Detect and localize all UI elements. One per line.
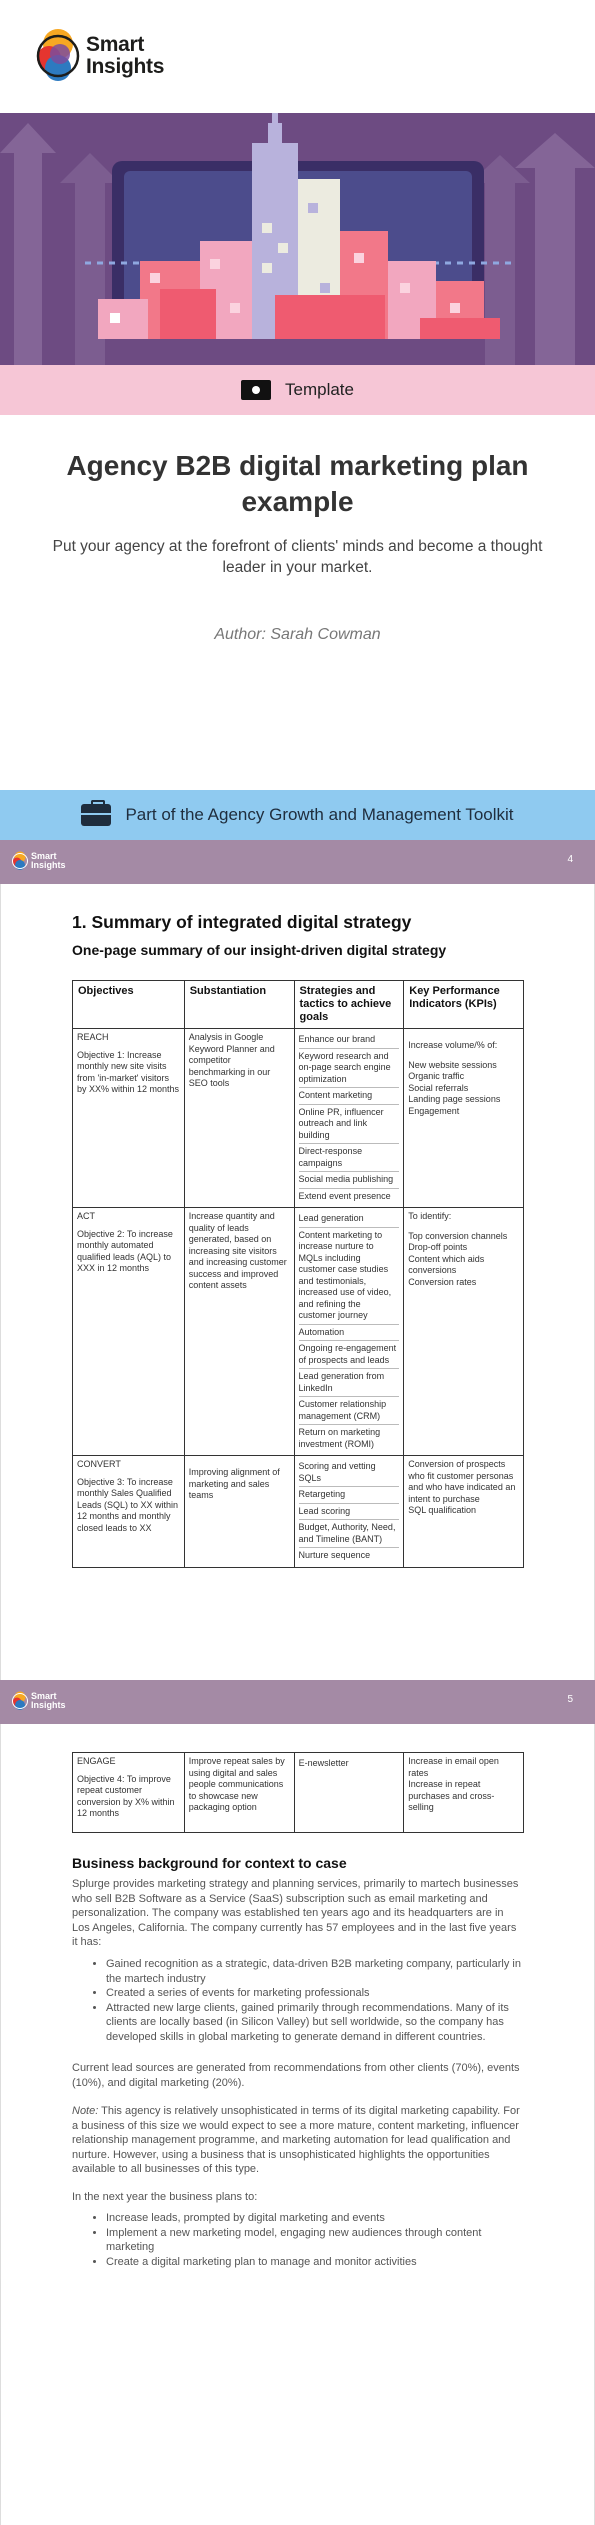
header-kpis: Key Performance Indicators (KPIs) [404,981,524,1029]
page-number: 5 [567,1694,573,1705]
spacer [408,1223,519,1231]
substantiation-cell: Increase quantity and quality of leads generated, based on increasing site visitors and increasing customer success and improved content assets [184,1208,294,1456]
tactic-item: Nurture sequence [298,1550,371,1560]
tactic-item: E-newsletter [298,1758,349,1768]
kpi-item: Conversion of prospects who fit customer personas and who have indicated an intent to purchase [408,1459,516,1504]
table-row [73,1029,524,1208]
briefcase-icon [81,804,111,826]
tactics-cell [294,1029,404,1208]
tactic-item: Budget, Authority, Need, and Timeline (BANT) [299,1520,400,1548]
tactic-item: Enhance our brand [299,1032,400,1049]
tactic-item: Extend event presence [298,1190,391,1201]
spacer [408,1052,519,1060]
objective-text: Objective 2: To increase monthly automated qualified leads (AQL) to XXX in 12 months [77,1228,173,1273]
list-item: • Implement a new marketing model, engaging new audiences through content marketing [106,2226,524,2255]
tactic-item: Social media publishing [299,1172,400,1189]
header-strategies: Strategies and tactics to achieve goals [294,981,404,1029]
cover-logo [36,24,164,88]
tactics-cell [294,1753,404,1833]
brand-name-line2: Insights [86,55,165,78]
objective-cell [73,1029,185,1208]
header-brand-line2: Insights [31,1700,66,1710]
kpi-intro: Increase volume/% of: [408,1040,498,1050]
header-logo [12,850,66,872]
smart-insights-logo-icon [12,1690,28,1712]
stage-label: CONVERT [77,1459,121,1469]
kpi-cell [404,1753,524,1833]
header-objectives: Objectives [73,981,185,1029]
tactic-item: Ongoing re-engagement of prospects and leads [299,1341,400,1369]
table-header-row [73,981,524,1029]
kpi-cell [404,1456,524,1568]
list-item: • Created a series of events for marketing professionals [106,1986,524,2001]
tactic-item: Content marketing to increase nurture to MQLs including customer case studies and testimonials, increased use of video, and refining the customer journey [299,1228,400,1325]
objective-text: Objective 1: Increase monthly new site visits from 'in-market' visitors by XX% within 12 months [77,1049,180,1094]
kpi-item: Drop-off points [408,1242,468,1252]
section-heading: 1. Summary of integrated digital strategy [72,912,412,932]
smart-insights-logo-icon [12,850,28,872]
tactics-cell [294,1208,404,1456]
kpi-item: Increase in repeat purchases and cross-selling [408,1779,495,1812]
kpi-item: Landing page sessions [408,1094,501,1104]
note-paragraph [72,2104,524,2177]
page-4-header [0,840,595,884]
background-heading: Business background for context to case [72,1855,347,1871]
kpi-item: Content which aids conversions [408,1253,485,1275]
header-brand [31,1692,66,1710]
section-subheading: One-page summary of our insight-driven digital strategy [72,942,447,958]
kpi-item: Social referrals [408,1082,469,1093]
tactic-item: Direct-response campaigns [299,1144,400,1172]
substantiation-cell [184,1456,294,1568]
kpi-item: Top conversion channels [408,1230,508,1241]
objective-cell [73,1753,185,1833]
achievements-list [106,1957,524,2044]
strategy-table-continued [72,1752,524,1833]
header-brand [31,852,66,870]
spacer [189,1459,290,1467]
list-item: • Gained recognition as a strategic, data-driven B2B marketing company, particularly in the martech industry [106,1957,524,1986]
kpi-cell [404,1029,524,1208]
table-row [73,1753,524,1833]
kpi-item: Increase in email open rates [408,1756,499,1778]
lead-sources-paragraph: Current lead sources are generated from recommendations from other clients (70%), events (10%), and digital marketing (20%). [72,2062,520,2089]
toolkit-label: Part of the Agency Growth and Management Toolkit [125,805,514,824]
header-substantiation: Substantiation [184,981,294,1029]
table-row [73,1456,524,1568]
template-label: Template [285,380,354,399]
header-brand-line1: Smart [31,1691,57,1701]
table-row [73,1208,524,1456]
list-item: • Create a digital marketing plan to manage and monitor activities [106,2255,524,2270]
tactic-item: Content marketing [299,1088,400,1105]
city-illustration-icon [0,113,595,365]
document-subtitle: Put your agency at the forefront of clients' minds and become a thought leader in your market. [52,538,543,576]
smart-insights-logo-icon [36,26,80,86]
kpi-item: SQL qualification [408,1505,476,1515]
stage-label: ENGAGE [77,1756,116,1766]
objective-cell [73,1456,185,1568]
document-author: Author: Sarah Cowman [214,626,381,643]
template-band [0,365,595,415]
substantiation-cell: Analysis in Google Keyword Planner and competitor benchmarking in our SEO tools [184,1029,294,1208]
brand-name-line1: Smart [86,33,145,56]
objective-text: Objective 4: To improve repeat customer conversion by X% within 12 months [77,1773,175,1818]
kpi-cell [404,1208,524,1456]
tactic-item: Retargeting [299,1487,400,1504]
kpi-item: New website sessions [408,1059,497,1070]
list-item: • Increase leads, prompted by digital marketing and events [106,2211,524,2226]
header-logo [12,1690,66,1712]
document-title: Agency B2B digital marketing plan example [66,450,529,517]
tactic-item: Lead generation [299,1211,400,1228]
page-number: 4 [567,854,573,865]
note-label: Note: [72,2105,99,2117]
tactic-item: Lead generation from LinkedIn [299,1369,400,1397]
plans-list [106,2211,524,2269]
note-text: This agency is relatively unsophisticated in terms of its digital marketing capability. For a business of this size we would expect to see a more mature, content marketing, influencer relationship management programme, and marketing automation for lead qualification and nurture. However, using a business that is unsophisticated highlights the opportunities available to all businesses of this type. [72,2105,520,2175]
tactics-cell [294,1456,404,1568]
header-brand-line1: Smart [31,851,57,861]
objective-cell [73,1208,185,1456]
tactic-item: Keyword research and on-page search engine optimization [299,1049,400,1089]
header-brand-line2: Insights [31,860,66,870]
tactic-item: Automation [299,1325,400,1342]
tactic-item: Lead scoring [299,1504,400,1521]
tactic-item: Scoring and vetting SQLs [299,1459,400,1487]
tactic-item: Customer relationship management (CRM) [299,1397,400,1425]
objective-text: Objective 3: To increase monthly Sales Qualified Leads (SQL) to XX within 12 months and monthly closed leads to XX [77,1476,179,1533]
strategy-table [72,980,524,1568]
tactic-item: Return on marketing investment (ROMI) [298,1427,381,1449]
tactic-item: Online PR, influencer outreach and link building [299,1105,400,1145]
toolkit-band[interactable] [0,790,595,840]
hero-illustration [0,113,595,365]
kpi-intro: To identify: [408,1211,452,1221]
kpi-item: Engagement [408,1105,460,1116]
plans-intro: In the next year the business plans to: [72,2191,258,2203]
list-item: • Attracted new large clients, gained primarily through recommendations. Many of its clients are locally based (in Silicon Valley) but sell worldwide, so the company has developed skills in global marketing to generate demand in different countries. [106,2001,524,2045]
stage-label: ACT [77,1211,95,1221]
kpi-item: Organic traffic [408,1071,465,1081]
page-5-header [0,1680,595,1724]
substantiation-text: Improving alignment of marketing and sales teams [188,1467,280,1500]
brand-name [86,34,164,78]
spacer [408,1032,519,1040]
camera-icon [241,380,271,400]
stage-label: REACH [77,1032,109,1042]
kpi-item: Conversion rates [408,1276,477,1287]
background-paragraph: Splurge provides marketing strategy and planning services, primarily to martech businesses who sell B2B Software as a Service (SaaS) subscription such as email marketing and personalization. The company was established ten years ago and its headquarters are in Los Angeles, California. The company currently has 57 employees and in the last five years it has: [72,1878,519,1948]
substantiation-cell: Improve repeat sales by using digital and sales people communications to showcase new packaging option [184,1753,294,1833]
